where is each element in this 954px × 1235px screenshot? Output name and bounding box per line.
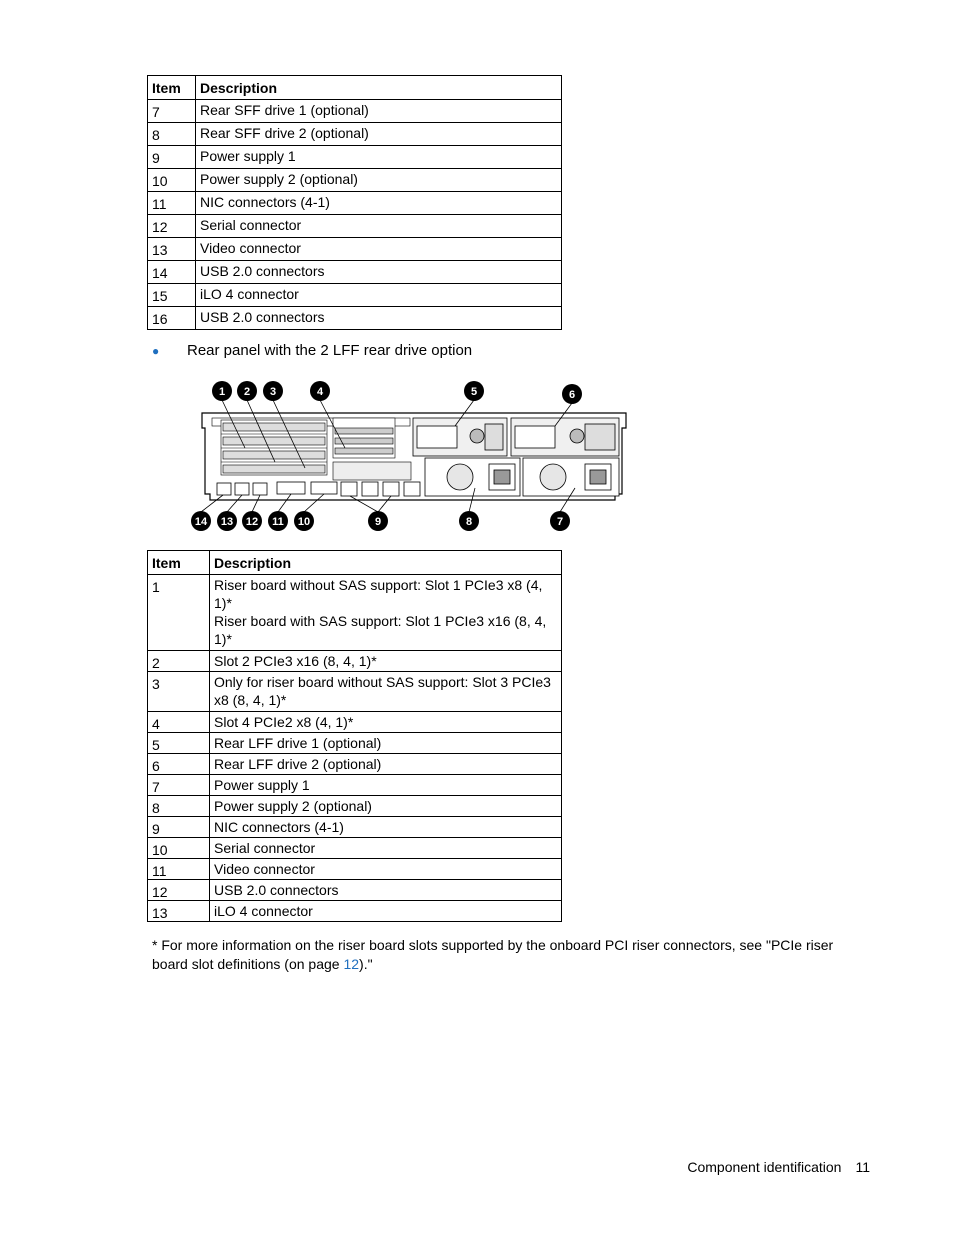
callout-label: 1 bbox=[218, 386, 226, 398]
table-header-description: Description bbox=[210, 551, 562, 575]
item-description: Rear SFF drive 2 (optional) bbox=[196, 123, 562, 146]
callout-label: 14 bbox=[194, 516, 208, 528]
table-row bbox=[148, 307, 562, 330]
table-row bbox=[148, 575, 562, 651]
item-description: Only for riser board without SAS support: Slot 3 PCIe3 x8 (8, 4, 1)* bbox=[210, 672, 562, 712]
items-table-lff bbox=[147, 550, 562, 922]
item-number: 16 bbox=[148, 307, 196, 330]
table-row bbox=[148, 100, 562, 123]
table-row bbox=[148, 192, 562, 215]
page-number: 11 bbox=[855, 1159, 870, 1175]
table-row bbox=[148, 754, 562, 775]
item-number: 6 bbox=[148, 754, 210, 775]
page-link[interactable]: 12 bbox=[343, 956, 360, 972]
table-row bbox=[148, 123, 562, 146]
item-description: NIC connectors (4-1) bbox=[196, 192, 562, 215]
footer-section-title: Component identification bbox=[687, 1159, 842, 1175]
item-number: 12 bbox=[148, 880, 210, 901]
table-row bbox=[148, 261, 562, 284]
item-number: 14 bbox=[148, 261, 196, 284]
item-description: Serial connector bbox=[210, 838, 562, 859]
rear-lff-drives bbox=[413, 418, 619, 456]
footnote bbox=[152, 936, 872, 974]
item-description: USB 2.0 connectors bbox=[196, 307, 562, 330]
item-description: Rear LFF drive 1 (optional) bbox=[210, 733, 562, 754]
item-description: NIC connectors (4-1) bbox=[210, 817, 562, 838]
table-header-item: Item bbox=[148, 76, 196, 100]
table-row bbox=[148, 817, 562, 838]
item-number: 9 bbox=[148, 146, 196, 169]
io-connectors bbox=[217, 482, 420, 496]
item-description: USB 2.0 connectors bbox=[196, 261, 562, 284]
table-row bbox=[148, 838, 562, 859]
items-table-sff bbox=[147, 75, 562, 330]
item-number: 13 bbox=[148, 238, 196, 261]
item-description: Video connector bbox=[196, 238, 562, 261]
table-header-item: Item bbox=[148, 551, 210, 575]
item-number: 13 bbox=[148, 901, 210, 922]
item-number: 12 bbox=[148, 215, 196, 238]
footnote-text-end: )." bbox=[359, 956, 373, 972]
item-number: 10 bbox=[148, 169, 196, 192]
item-number: 15 bbox=[148, 284, 196, 307]
table-row bbox=[148, 284, 562, 307]
item-description: iLO 4 connector bbox=[210, 901, 562, 922]
callout-label: 7 bbox=[556, 516, 564, 528]
callout-label: 6 bbox=[568, 389, 576, 401]
item-description-line: Riser board with SAS support: Slot 1 PCIe3 x16 (8, 4, 1)* bbox=[214, 613, 547, 647]
item-number: 1 bbox=[148, 575, 210, 651]
power-supplies bbox=[425, 458, 619, 496]
callouts-top bbox=[212, 381, 582, 404]
bullet-dot-icon: ● bbox=[152, 344, 160, 358]
item-description-line: Riser board without SAS support: Slot 1 PCIe3 x8 (4, 1)* bbox=[214, 577, 543, 611]
item-number: 8 bbox=[148, 123, 196, 146]
callout-label: 9 bbox=[374, 516, 382, 528]
item-description: USB 2.0 connectors bbox=[210, 880, 562, 901]
item-number: 3 bbox=[148, 672, 210, 712]
bullet-text: Rear panel with the 2 LFF rear drive option bbox=[187, 342, 473, 359]
callout-label: 2 bbox=[243, 386, 251, 398]
item-description bbox=[210, 575, 562, 651]
item-number: 7 bbox=[148, 100, 196, 123]
table-row bbox=[148, 651, 562, 672]
item-description: Power supply 1 bbox=[196, 146, 562, 169]
table-row bbox=[148, 733, 562, 754]
item-description: Power supply 1 bbox=[210, 775, 562, 796]
item-number: 7 bbox=[148, 775, 210, 796]
table-row bbox=[148, 712, 562, 733]
callout-label: 12 bbox=[245, 516, 259, 528]
table-row bbox=[148, 238, 562, 261]
callout-label: 3 bbox=[269, 386, 277, 398]
item-number: 11 bbox=[148, 859, 210, 880]
item-description: Video connector bbox=[210, 859, 562, 880]
table-row bbox=[148, 775, 562, 796]
item-number: 9 bbox=[148, 817, 210, 838]
item-description: Serial connector bbox=[196, 215, 562, 238]
table-row bbox=[148, 859, 562, 880]
item-number: 10 bbox=[148, 838, 210, 859]
callout-label: 13 bbox=[220, 516, 234, 528]
item-number: 11 bbox=[148, 192, 196, 215]
pcie-slots bbox=[221, 418, 411, 480]
item-number: 4 bbox=[148, 712, 210, 733]
table-row bbox=[148, 901, 562, 922]
table-row bbox=[148, 672, 562, 712]
item-number: 2 bbox=[148, 651, 210, 672]
item-description: Power supply 2 (optional) bbox=[210, 796, 562, 817]
item-number: 5 bbox=[148, 733, 210, 754]
page-footer bbox=[687, 1159, 870, 1175]
table-row bbox=[148, 796, 562, 817]
item-description: Rear LFF drive 2 (optional) bbox=[210, 754, 562, 775]
callout-label: 8 bbox=[465, 516, 473, 528]
table-row bbox=[148, 215, 562, 238]
table-row bbox=[148, 169, 562, 192]
callout-label: 5 bbox=[470, 386, 478, 398]
item-description: iLO 4 connector bbox=[196, 284, 562, 307]
callout-label: 11 bbox=[272, 516, 284, 528]
item-number: 8 bbox=[148, 796, 210, 817]
rear-panel-diagram bbox=[185, 378, 630, 535]
table-row bbox=[148, 880, 562, 901]
callouts-bottom bbox=[191, 511, 570, 531]
item-description: Slot 2 PCIe3 x16 (8, 4, 1)* bbox=[210, 651, 562, 672]
table-row bbox=[148, 146, 562, 169]
item-description: Rear SFF drive 1 (optional) bbox=[196, 100, 562, 123]
callout-label: 10 bbox=[297, 516, 311, 528]
item-description: Power supply 2 (optional) bbox=[196, 169, 562, 192]
item-description: Slot 4 PCIe2 x8 (4, 1)* bbox=[210, 712, 562, 733]
footnote-text: * For more information on the riser board slots supported by the onboard PCI riser connectors, see "PCIe riser board slot definitions (on page bbox=[152, 937, 834, 972]
callout-label: 4 bbox=[316, 386, 324, 398]
table-header-description: Description bbox=[196, 76, 562, 100]
